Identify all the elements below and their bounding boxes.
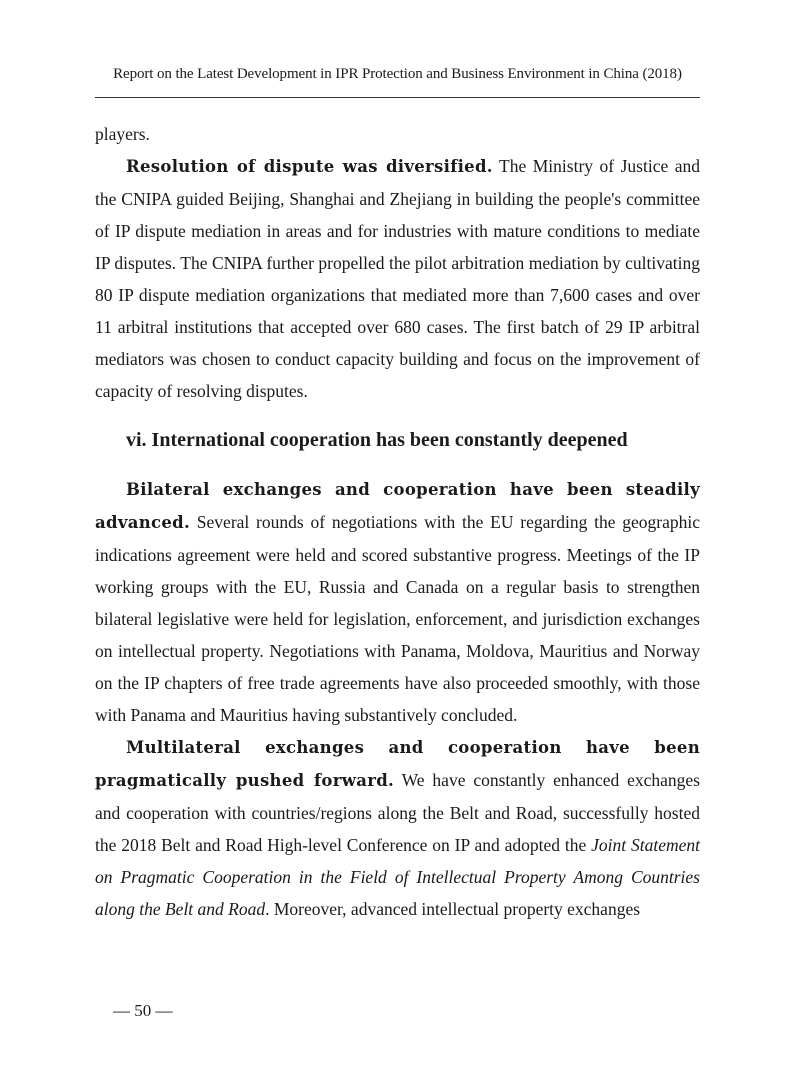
paragraph-text: The Ministry of Justice and the CNIPA guided Beijing, Shanghai and Zhejiang in building the people's committee of IP dispute mediation in areas and for industries with mature conditions to mediate IP disputes. The CNIPA further propelled the pilot arbitration mediation by cultivating 80 IP dispute mediation organizations that mediated more than 7,600 cases and over 11 arbitral institutions that accepted over 680 cases. The first batch of 29 IP arbitral mediators was chosen to conduct capacity building and focus on the improvement of capacity of resolving disputes.: [95, 156, 701, 401]
continuation-paragraph: players.: [95, 124, 150, 144]
paragraph-text: . Moreover, advanced intellectual property exchanges: [265, 899, 641, 919]
paragraph-bilateral: [95, 473, 700, 731]
section-heading: vi. International cooperation has been constantly deepened: [126, 429, 628, 451]
paragraph-italic-title: Joint Statement on Pragmatic Cooperation in the Field of Intellectual Property Among Countries along the Belt and Road: [95, 835, 700, 919]
document-body: [95, 118, 700, 925]
paragraph-dispute-resolution: [95, 150, 700, 407]
paragraph-text: We have constantly enhanced exchanges and cooperation with countries/regions along the Belt and Road, successfully hosted the 2018 Belt and Road High-level Conference on IP and adopted the: [95, 770, 700, 855]
paragraph-lead-bold: Resolution of dispute was diversified.: [126, 157, 493, 176]
header-divider: [95, 97, 700, 98]
paragraph-multilateral: [95, 731, 700, 925]
running-header: Report on the Latest Development in IPR Protection and Business Environment in China (2018): [113, 66, 682, 82]
paragraph-text: Several rounds of negotiations with the EU regarding the geographic indications agreement were held and scored substantive progress. Meetings of the IP working groups with the EU, Russia and Canada on a regular basis to strengthen bilateral legislative were held for legislation, enforcement, and jurisdiction exchanges on intellectual property. Negotiations with Panama, Moldova, Mauritius and Norway on the IP chapters of free trade agreements have also proceeded smoothly, with those with Panama and Mauritius having substantively concluded.: [95, 512, 700, 725]
paragraph-lead-bold: Multilateral exchanges and cooperation have been pragmatically pushed forward.: [95, 738, 700, 790]
paragraph-lead-bold: Bilateral exchanges and cooperation have been steadily advanced.: [95, 480, 700, 532]
page-number: — 50 —: [113, 1001, 173, 1020]
